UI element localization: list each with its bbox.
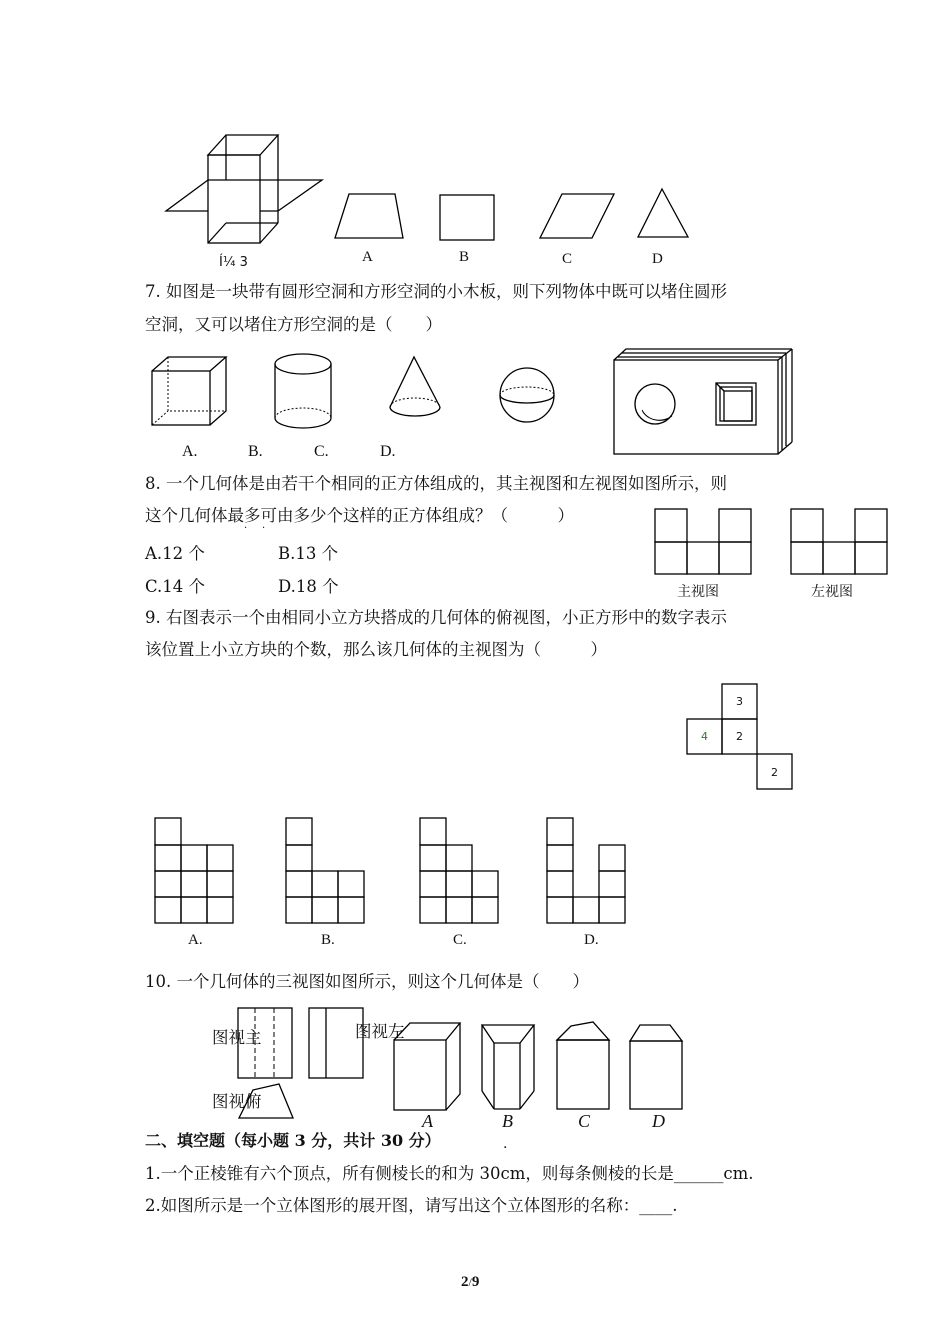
q9-cell-bottom-right: 2 [771, 766, 778, 779]
q6-option-d-triangle [636, 187, 692, 242]
q10-left-view [308, 1007, 368, 1081]
q6-option-a-trapezoid [333, 192, 405, 242]
q8-option-d: D.18 个 [278, 577, 339, 596]
page-current: 2 [461, 1274, 469, 1290]
q7-cone [386, 355, 446, 427]
q9-option-d-label: D. [584, 932, 599, 948]
q6-option-c-label: C [562, 251, 573, 267]
section2-heading: 二、填空题（每小题 3 分，共计 30 分） [145, 1131, 441, 1150]
q8-front-view-label: 主视图 [677, 584, 719, 600]
q7-board-with-holes [612, 346, 796, 458]
q9-option-b-label: B. [321, 932, 335, 948]
q9-option-a-view [154, 817, 238, 927]
q8-left-view-label: 左视图 [811, 584, 853, 600]
q7-option-d: D. [380, 443, 396, 460]
q8-line2: 这个几何体最多可由多少个这样的正方体组成？（ ） [145, 506, 574, 525]
q7-line1: 7. 如图是一块带有圆形空洞和方形空洞的小木板，则下列物体中既可以堵住圆形 [145, 282, 727, 301]
q8-line1: 8. 一个几何体是由若干个相同的正方体组成的，其主视图和左视图如图所示，则 [145, 474, 727, 493]
q6-fig-caption: Í¼ 3 [219, 255, 248, 270]
q6-figure-prism-plane [160, 125, 330, 255]
q8-option-a: A.12 个 [145, 544, 205, 563]
q10-option-d-solid [628, 1021, 686, 1113]
page-number [461, 1274, 479, 1291]
q6-option-a-label: A [362, 249, 373, 265]
q10-left-view-label: 图视左 [355, 1022, 405, 1041]
q10-option-a-label: A [422, 1111, 433, 1131]
q10-top-view-label: 图视俯 [212, 1092, 262, 1111]
q6-option-d-label: D [652, 251, 663, 267]
q9-option-b-view [285, 817, 369, 927]
q7-cube [150, 355, 232, 427]
q10-stray-dot: . [503, 1136, 508, 1152]
q9-option-c-view [419, 817, 503, 927]
q10-option-a-solid [392, 1020, 464, 1112]
q6-option-b-square [438, 193, 498, 243]
q8-emphasis-dot-1: · [244, 523, 248, 534]
q10-option-b-label: B [502, 1111, 513, 1131]
q9-cell-top: 3 [736, 695, 743, 708]
q8-option-c: C.14 个 [145, 577, 206, 596]
q10-option-c-label: C [578, 1111, 591, 1131]
page-separator: / [468, 1275, 472, 1289]
q7-option-c: C. [314, 443, 329, 460]
q9-top-view-grid [685, 683, 795, 791]
q10-option-d-label: D [652, 1111, 665, 1131]
q10-front-view [237, 1007, 297, 1081]
q9-line2: 该位置上小立方块的个数，那么该几何体的主视图为（ ） [145, 640, 607, 659]
q9-option-a-label: A. [188, 932, 203, 948]
q9-option-d-view [546, 817, 630, 927]
page-total: 9 [471, 1274, 480, 1290]
section2-q1: 1.一个正棱锥有六个顶点，所有侧棱长的和为 30cm，则每条侧棱的长是______cm. [145, 1164, 754, 1183]
q10-line1: 10. 一个几何体的三视图如图所示，则这个几何体是（ ） [145, 972, 589, 991]
q10-option-b-solid [480, 1021, 540, 1113]
q8-emphasis-dot-2: · [262, 523, 266, 534]
q6-option-c-parallelogram [538, 192, 618, 242]
q9-option-c-label: C. [453, 932, 467, 948]
section2-q2: 2.如图所示是一个立体图形的展开图，请写出这个立体图形的名称：____. [145, 1196, 678, 1215]
q7-line2: 空洞，又可以堵住方形空洞的是（ ） [145, 315, 442, 334]
q9-cell-left: 4 [701, 730, 708, 743]
q8-option-b: B.13 个 [278, 544, 339, 563]
q8-front-view [654, 508, 754, 576]
q7-option-b: B. [248, 443, 263, 460]
q9-cell-center: 2 [736, 730, 743, 743]
q7-sphere [498, 368, 560, 424]
q9-line1: 9. 右图表示一个由相同小立方块搭成的几何体的俯视图，小正方形中的数字表示 [145, 608, 727, 627]
q10-option-c-solid [555, 1020, 613, 1112]
q8-left-view [790, 508, 890, 576]
q10-top-view [237, 1082, 297, 1122]
q6-option-b-label: B [459, 249, 470, 265]
q7-option-a: A. [182, 443, 198, 460]
q10-front-view-label: 图视主 [212, 1028, 262, 1047]
q7-cylinder [272, 352, 336, 432]
